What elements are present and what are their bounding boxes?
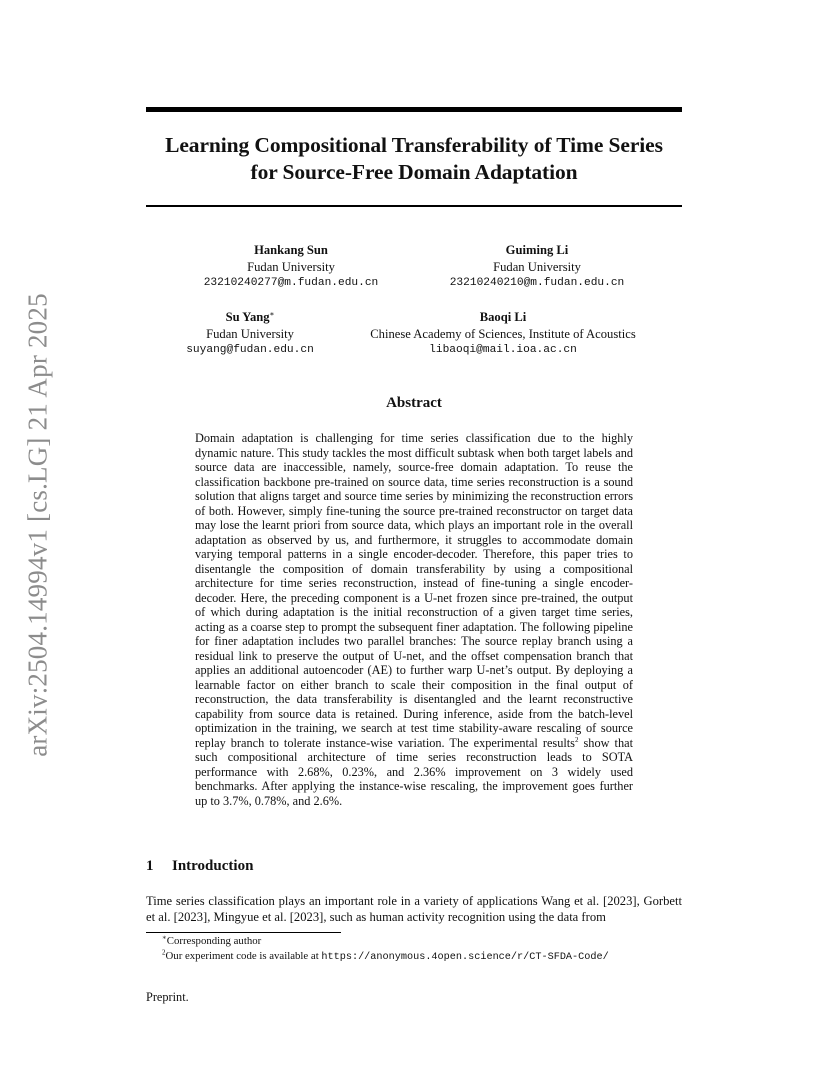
author-block-3 — [160, 309, 340, 359]
author-affiliation: Chinese Academy of Sciences, Institute of Acoustics — [370, 326, 636, 341]
author-email[interactable]: 23210240277@m.fudan.edu.cn — [203, 277, 379, 289]
section-heading — [146, 858, 253, 875]
author-email[interactable]: libaoqi@mail.ioa.ac.cn — [429, 344, 577, 356]
title-line-2: for Source-Free Domain Adaptation — [250, 160, 578, 184]
author-name-row — [160, 309, 340, 326]
author-name: Baoqi Li — [479, 310, 527, 324]
author-block-1 — [191, 242, 391, 292]
section-number: 1 — [146, 858, 154, 874]
footnote-mark: 2 — [162, 948, 166, 957]
footnote-text: Corresponding author — [166, 935, 262, 947]
title-line-1: Learning Compositional Transferability of Time Series — [165, 133, 663, 157]
author-affiliation: Fudan University — [247, 259, 335, 274]
footnote-text: Our experiment code is available at — [165, 950, 322, 962]
author-email[interactable]: suyang@fudan.edu.cn — [186, 344, 314, 356]
author-block-4 — [353, 309, 653, 359]
intro-paragraph: Time series classification plays an important role in a variety of applications Wang et al. [2023], Gorbett et al. [2023], Mingyue et al. [2023], such as human activity recognition using the data from — [146, 894, 682, 924]
preprint-label: Preprint. — [146, 990, 189, 1004]
corresponding-mark: ∗ — [269, 309, 275, 318]
author-affiliation: Fudan University — [206, 326, 294, 341]
author-name: Su Yang — [225, 310, 270, 324]
abstract-heading: Abstract — [386, 395, 442, 411]
abstract-text: Domain adaptation is challenging for time series classification due to the highly dynamic nature. This study tackles the most difficult subtask when both target labels and source data are inaccessible, namely, source-free domain adaptation. To reuse the classification backbone pre-trained on source data, time series reconstruction is a sound solution that aligns target and source time series by minimizing the reconstruction errors of both. However, simply fine-tuning the source pre-trained reconstructor on target data may lose the learnt priori from source data, which plays an important role in the overall adaptation as observed by us, and furthermore, it struggles to accommodate domain varying temporal patterns in a single encoder-decoder. Therefore, this paper tries to disentangle the composition of domain transferability by using a compositional architecture for time series reconstruction, instead of fine-tuning a single encoder-decoder. Here, the preceding component is a U-net frozen since pre-trained, the output of which during adaptation is the initial reconstruction of a given target time series, acting as a coarse step to prompt the subsequent finer adaptation. The following pipeline for finer adaptation includes two parallel branches: The source replay branch using a residual link to preserve the output of U-net, and the offset compensation branch that applies an additional autoencoder (AE) to further warp U-net’s output. By deploying a learnable factor on either branch to scale their composition in the final output of reconstruction, the data transferability is disentangled and the learnt reconstructive capability from source data is retained. During inference, aside from the batch-level optimization in the training, we search at test time stability-aware rescaling of source replay branch to tolerate instance-wise variation. The experimental results — [195, 431, 633, 750]
paper-title — [146, 132, 682, 186]
author-name: Hankang Sun — [254, 243, 328, 257]
footnote-mark: ∗ — [162, 933, 167, 942]
footnote-2 — [162, 949, 609, 965]
code-url-link[interactable]: https://anonymous.4open.science/r/CT-SFDA-Code/ — [321, 952, 609, 963]
footnote-rule — [146, 932, 341, 933]
footnote-1 — [162, 934, 261, 948]
title-bottom-rule — [146, 205, 682, 207]
section-title: Introduction — [172, 858, 254, 874]
abstract-body — [195, 431, 633, 808]
author-email[interactable]: 23210240210@m.fudan.edu.cn — [449, 277, 625, 289]
abstract-text-continued: show that such compositional architecture of time series reconstruction leads to SOTA performance with 2.68%, 0.23%, and 2.36% improvement on 3 widely used benchmarks. After applying the instance-wise rescaling, the improvement goes further up to 3.7%, 0.78%, and 2.6%. — [195, 735, 633, 808]
author-name: Guiming Li — [505, 243, 569, 257]
author-block-2 — [437, 242, 637, 292]
author-affiliation: Fudan University — [493, 259, 581, 274]
title-top-rule — [146, 107, 682, 112]
arxiv-id-stamp: arXiv:2504.14994v1 [cs.LG] 21 Apr 2025 — [22, 293, 53, 757]
footnote-ref[interactable]: 2 — [574, 735, 579, 744]
